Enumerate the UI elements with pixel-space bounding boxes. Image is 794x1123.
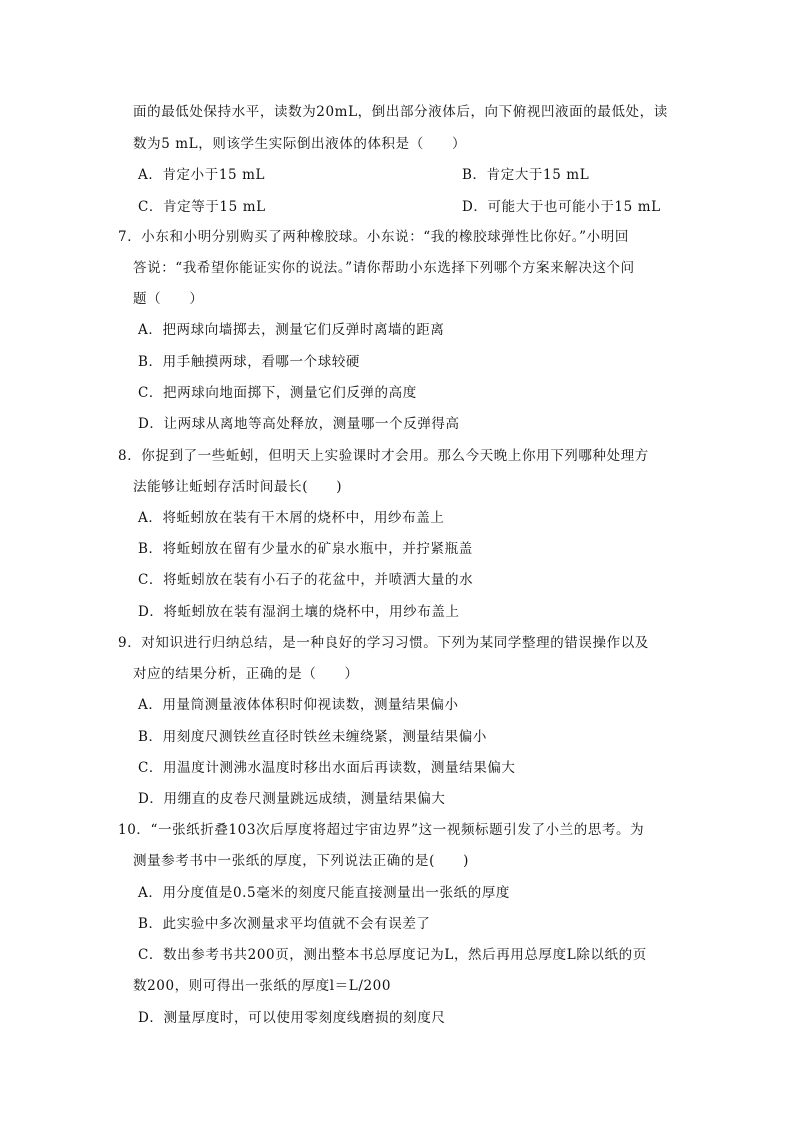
q7-option-b: B．用手触摸两球，看哪一个球较硬 <box>138 354 361 370</box>
q9-text-line2: 对应的结果分析，正确的是（ ） <box>133 666 359 682</box>
q8-text-line1: 8．你捉到了一些蚯蚓，但明天上实验课时才会用。那么今天晚上你用下列哪种处理方 <box>118 448 649 464</box>
q10-option-c-continued: 数200，则可得出一张纸的厚度l＝L/200 <box>133 978 392 994</box>
q6-option-c: C．肯定等于15 mL <box>138 199 266 215</box>
q6-option-d: D．可能大于也可能小于15 mL <box>462 199 661 215</box>
q8-option-c: C．将蚯蚓放在装有小石子的花盆中，并喷洒大量的水 <box>138 572 474 588</box>
q6-text-line1: 面的最低处保持水平，读数为20mL，倒出部分液体后，向下俯视凹液面的最低处，读 <box>133 104 668 120</box>
q8-option-b: B．将蚯蚓放在留有少量水的矿泉水瓶中，并拧紧瓶盖 <box>138 541 473 557</box>
q9-option-c: C．用温度计测沸水温度时移出水面后再读数，测量结果偏大 <box>138 760 516 776</box>
q9-option-a: A．用量筒测量液体体积时仰视读数，测量结果偏小 <box>138 697 459 713</box>
q7-option-c: C．把两球向地面掷下，测量它们反弹的高度 <box>138 385 417 401</box>
q10-option-b: B．此实验中多次测量求平均值就不会有误差了 <box>138 916 431 932</box>
q6-option-a: A．肯定小于15 mL <box>138 167 266 183</box>
q8-option-a: A．将蚯蚓放在装有干木屑的烧杯中，用纱布盖上 <box>138 510 445 526</box>
q9-option-b: B．用刻度尺测铁丝直径时铁丝未缠绕紧，测量结果偏小 <box>138 729 487 745</box>
q7-option-a: A．把两球向墙掷去，测量它们反弹时离墙的距离 <box>138 322 445 338</box>
q10-option-d: D．测量厚度时，可以使用零刻度线磨损的刻度尺 <box>138 1010 446 1026</box>
q9-text-line1: 9．对知识进行归纳总结，是一种良好的学习习惯。下列为某同学整理的错误操作以及 <box>118 635 649 651</box>
q7-text-line2: 答说：“我希望你能证实你的说法。”请你帮助小东选择下列哪个方案来解决这个问 <box>133 260 635 276</box>
q9-option-d: D．用绷直的皮卷尺测量跳远成绩，测量结果偏大 <box>138 791 446 807</box>
q8-option-d: D．将蚯蚓放在装有湿润土壤的烧杯中，用纱布盖上 <box>138 604 460 620</box>
q6-text-line2: 数为5 mL，则该学生实际倒出液体的体积是（ ） <box>133 136 467 152</box>
q7-text-line3: 题（ ） <box>133 291 204 307</box>
q10-option-c: C．数出参考书共200页，测出整本书总厚度记为L，然后再用总厚度L除以纸的页 <box>138 947 647 963</box>
q7-text-line1: 7．小东和小明分别购买了两种橡胶球。小东说：“我的橡胶球弹性比你好。”小明回 <box>118 229 629 245</box>
q6-option-b: B．肯定大于15 mL <box>462 167 590 183</box>
q10-text-line1: 10．“一张纸折叠103次后厚度将超过宇宙边界”这一视频标题引发了小兰的思考。为 <box>118 822 645 838</box>
q10-option-a: A．用分度值是0.5毫米的刻度尺能直接测量出一张纸的厚度 <box>138 885 511 901</box>
q10-text-line2: 测量参考书中一张纸的厚度，下列说法正确的是( ) <box>133 853 470 869</box>
q7-option-d: D．让两球从离地等高处释放，测量哪一个反弹得高 <box>138 416 460 432</box>
q8-text-line2: 法能够让蚯蚓存活时间最长( ) <box>133 479 343 495</box>
